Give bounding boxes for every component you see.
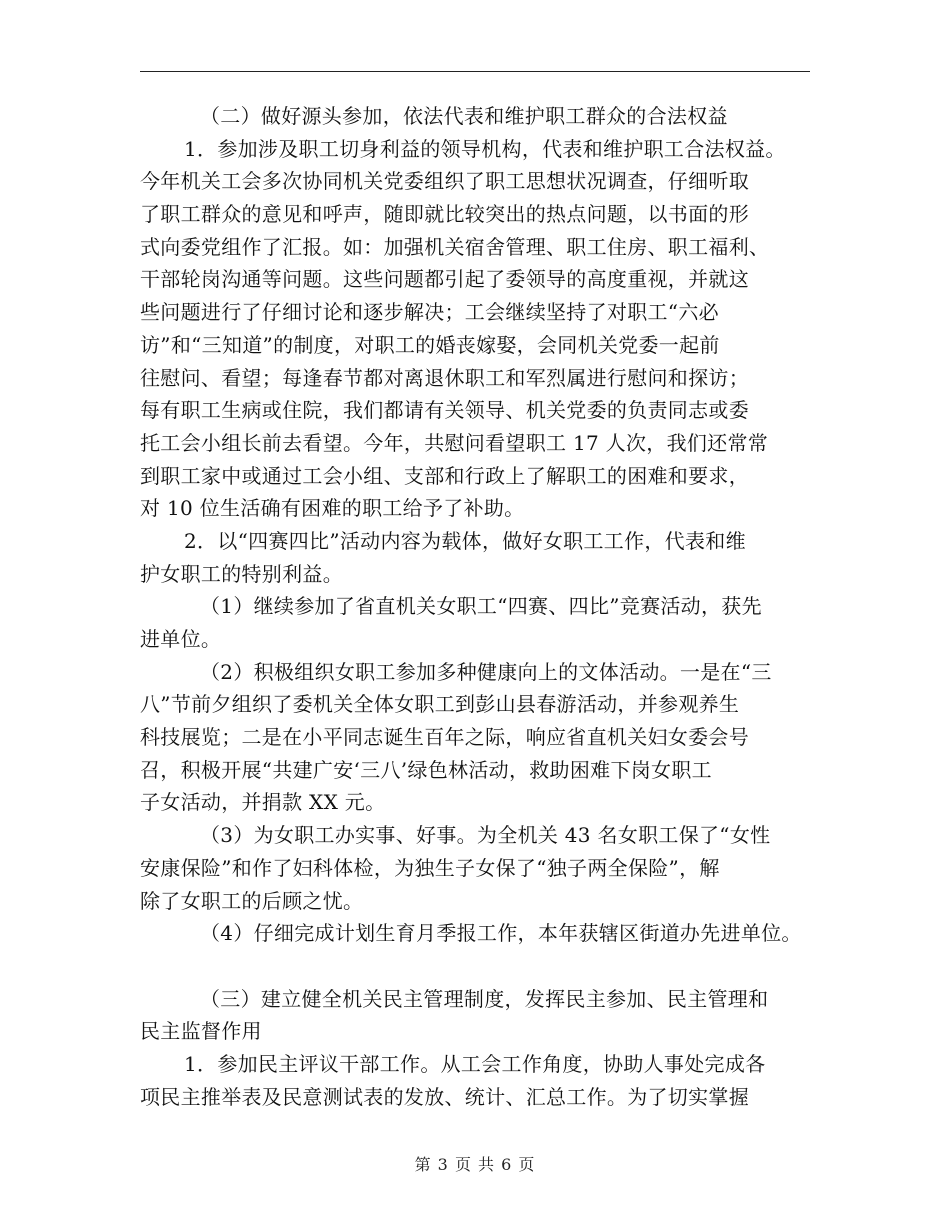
paragraph-line: 到职工家中或通过工会小组、支部和行政上了解职工的困难和要求， — [140, 463, 749, 488]
list-item-line: （4）仔细完成计划生育月季报工作，本年获辖区街道办先进单位。 — [200, 921, 802, 946]
paragraph-line: 1．参加涉及职工切身利益的领导机构，代表和维护职工合法权益。 — [184, 136, 786, 161]
section-heading: 民主监督作用 — [140, 1019, 262, 1044]
blank-line — [140, 950, 820, 983]
paragraph-line: 护女职工的特别利益。 — [140, 561, 343, 586]
paragraph-line: 项民主推举表及民意测试表的发放、统计、汇总工作。为了切实掌握 — [140, 1084, 749, 1109]
paragraph-line: 每有职工生病或住院，我们都请有关领导、机关党委的负责同志或委 — [140, 398, 749, 423]
list-item-line: 除了女职工的后顾之忧。 — [140, 888, 364, 913]
paragraph-line: 了职工群众的意见和呼声，随即就比较突出的热点问题，以书面的形 — [140, 202, 749, 227]
list-item-line: 安康保险”和作了妇科体检，为独生子女保了“独子两全保险”，解 — [140, 855, 720, 880]
paragraph-line: 往慰问、看望；每逢春节都对离退休职工和军烈属进行慰问和探访； — [140, 365, 749, 390]
page-footer: 第 3 页 共 6 页 — [414, 1155, 536, 1174]
paragraph-line: 今年机关工会多次协同机关党委组织了职工思想状况调查，仔细听取 — [140, 169, 749, 194]
list-item-line: 科技展览；二是在小平同志诞生百年之际，响应省直机关妇女委会号 — [140, 725, 749, 750]
section-heading: （二）做好源头参加，依法代表和维护职工群众的合法权益 — [200, 104, 728, 128]
header-rule — [140, 71, 810, 72]
paragraph-line: 些问题进行了仔细讨论和逐步解决；工会继续坚持了对职工“六必 — [140, 300, 719, 325]
list-item-line: 八”节前夕组织了委机关全体女职工到彭山县春游活动，并参观养生 — [140, 692, 740, 717]
list-item-line: （1）继续参加了省直机关女职工“四赛、四比”竞赛活动，获先 — [200, 594, 762, 619]
paragraph-line: 干部轮岗沟通等问题。这些问题都引起了委领导的高度重视，并就这 — [140, 267, 749, 292]
paragraph-line: 式向委党组作了汇报。如：加强机关宿舍管理、职工住房、职工福利、 — [140, 234, 770, 259]
list-item-line: （2）积极组织女职工参加多种健康向上的文体活动。一是在“三 — [200, 659, 772, 684]
paragraph-line: 对 10 位生活确有困难的职工给予了补助。 — [140, 496, 525, 521]
list-item-line: 进单位。 — [140, 627, 222, 651]
paragraph-line: 访”和“三知道”的制度，对职工的婚丧嫁娶，会同机关党委一起前 — [140, 332, 720, 357]
paragraph-line: 1．参加民主评议干部工作。从工会工作角度，协助人事处完成各 — [184, 1051, 766, 1076]
document-body — [140, 100, 820, 1113]
paragraph-line: 2．以“四赛四比”活动内容为载体，做好女职工工作，代表和维 — [184, 528, 746, 553]
section-heading: （三）建立健全机关民主管理制度，发挥民主参加、民主管理和 — [200, 986, 769, 1011]
paragraph-line: 托工会小组长前去看望。今年，共慰问看望职工 17 人次，我们还常常 — [140, 430, 769, 455]
list-item-line: （3）为女职工办实事、好事。为全机关 43 名女职工保了“女性 — [200, 823, 771, 848]
list-item-line: 子女活动，并捐款 XX 元。 — [140, 790, 386, 815]
list-item-line: 召，积极开展“共建广安‘三八’绿色林活动，救助困难下岗女职工 — [140, 757, 712, 782]
